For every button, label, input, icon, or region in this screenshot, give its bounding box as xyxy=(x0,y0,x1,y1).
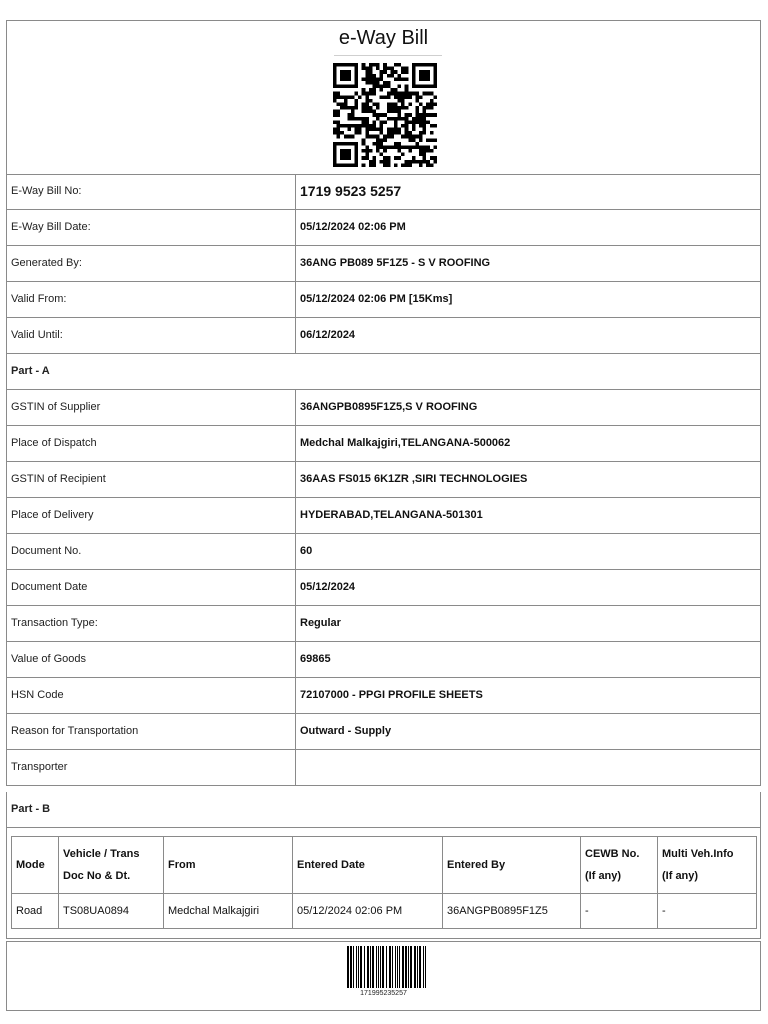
field-label: Document Date xyxy=(11,581,88,593)
field-label: E-Way Bill Date: xyxy=(11,221,91,233)
field-value: Outward - Supply xyxy=(295,714,760,749)
reason-for-transport-row xyxy=(6,714,761,750)
cell-entered-by: 36ANGPB0895F1Z5 xyxy=(443,894,581,929)
barcode-section xyxy=(6,941,761,1011)
cell-entered-date: 05/12/2024 02:06 PM xyxy=(293,894,443,929)
field-value: 06/12/2024 xyxy=(295,318,760,353)
field-value: 05/12/2024 02:06 PM xyxy=(295,210,760,245)
eway-bill-number: 1719 9523 5257 xyxy=(295,174,760,209)
field-value: 36AAS FS015 6K1ZR ,SIRI TECHNOLOGIES xyxy=(295,462,760,497)
valid-until-row xyxy=(6,318,761,354)
part-b-heading xyxy=(6,792,761,828)
page-title: e-Way Bill xyxy=(338,27,429,49)
col-mode: Mode xyxy=(12,837,59,894)
field-value: Regular xyxy=(295,606,760,641)
hsn-code-row xyxy=(6,678,761,714)
part-a-heading xyxy=(6,354,761,390)
eway-bill-document xyxy=(6,20,761,1010)
col-entered-date: Entered Date xyxy=(293,837,443,894)
table-header-row xyxy=(12,837,757,894)
qr-code xyxy=(333,61,437,169)
field-value xyxy=(295,750,760,785)
table-row xyxy=(12,894,757,929)
section-heading: Part - A xyxy=(11,365,50,377)
section-heading: Part - B xyxy=(11,803,51,815)
field-value: HYDERABAD,TELANGANA-501301 xyxy=(295,498,760,533)
field-label: Reason for Transportation xyxy=(11,725,139,737)
title-divider xyxy=(334,55,442,56)
field-value: 05/12/2024 xyxy=(295,570,760,605)
vehicle-table xyxy=(11,836,757,929)
cell-multi-veh: - xyxy=(658,894,757,929)
field-value: 36ANG PB089 5F1Z5 - S V ROOFING xyxy=(295,246,760,281)
field-value: 05/12/2024 02:06 PM [15Kms] xyxy=(295,282,760,317)
cell-vehicle: TS08UA0894 xyxy=(59,894,164,929)
eway-bill-no-row xyxy=(6,174,761,210)
field-label: Valid From: xyxy=(11,293,67,305)
part-b-table-section xyxy=(6,828,761,939)
cell-from: Medchal Malkajgiri xyxy=(164,894,293,929)
field-label: Place of Delivery xyxy=(11,509,94,521)
col-from: From xyxy=(164,837,293,894)
field-label: Generated By: xyxy=(11,257,82,269)
field-label: HSN Code xyxy=(11,689,64,701)
col-multi-veh: Multi Veh.Info (If any) xyxy=(658,837,757,894)
eway-bill-date-row xyxy=(6,210,761,246)
field-value: 72107000 - PPGI PROFILE SHEETS xyxy=(295,678,760,713)
col-cewb: CEWB No. (If any) xyxy=(581,837,658,894)
value-of-goods-row xyxy=(6,642,761,678)
field-label: E-Way Bill No: xyxy=(11,185,82,197)
field-value: 60 xyxy=(295,534,760,569)
gstin-recipient-row xyxy=(6,462,761,498)
generated-by-row xyxy=(6,246,761,282)
barcode-image xyxy=(347,946,427,988)
field-label: Transporter xyxy=(11,761,68,773)
field-label: Value of Goods xyxy=(11,653,87,665)
col-entered-by: Entered By xyxy=(443,837,581,894)
document-no-row xyxy=(6,534,761,570)
field-label: Transaction Type: xyxy=(11,617,98,629)
field-label: GSTIN of Supplier xyxy=(11,401,101,413)
cell-cewb: - xyxy=(581,894,658,929)
col-vehicle: Vehicle / Trans Doc No & Dt. xyxy=(59,837,164,894)
cell-mode: Road xyxy=(12,894,59,929)
field-value: 36ANGPB0895F1Z5,S V ROOFING xyxy=(295,390,760,425)
valid-from-row xyxy=(6,282,761,318)
gstin-supplier-row xyxy=(6,390,761,426)
place-of-delivery-row xyxy=(6,498,761,534)
field-value: 69865 xyxy=(295,642,760,677)
field-label: Place of Dispatch xyxy=(11,437,97,449)
transaction-type-row xyxy=(6,606,761,642)
barcode-number: 171995235257 xyxy=(360,990,407,997)
document-date-row xyxy=(6,570,761,606)
field-value: Medchal Malkajgiri,TELANGANA-500062 xyxy=(295,426,760,461)
transporter-row xyxy=(6,750,761,786)
field-label: Valid Until: xyxy=(11,329,63,341)
header-section xyxy=(6,20,761,175)
place-of-dispatch-row xyxy=(6,426,761,462)
field-label: GSTIN of Recipient xyxy=(11,473,106,485)
field-label: Document No. xyxy=(11,545,82,557)
